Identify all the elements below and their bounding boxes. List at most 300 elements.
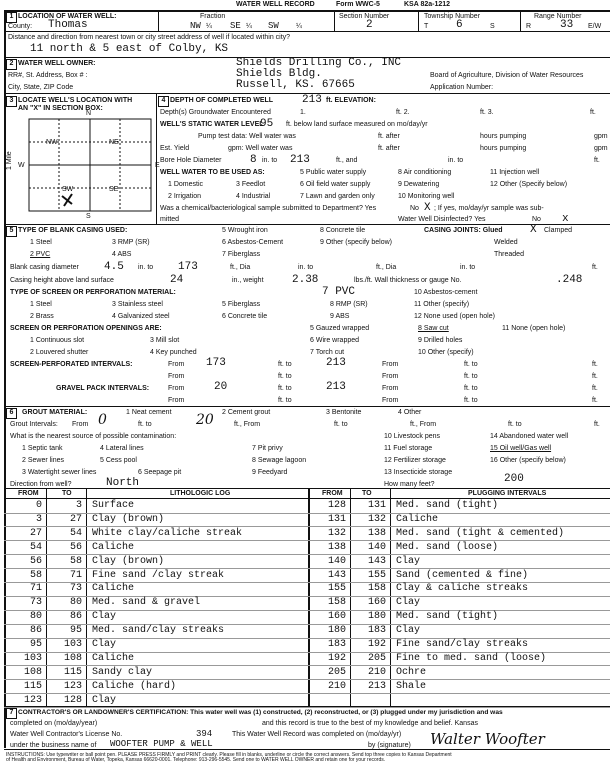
gauge-value: .248 (556, 274, 583, 286)
contam-opt-16: 16 Other (specify below) (490, 457, 566, 464)
contam-opt-7: 7 Pit privy (252, 445, 283, 452)
chem-no: No (410, 205, 419, 212)
log-right-row-7-from: 158 (327, 597, 346, 609)
log-left-row-0-to: 3 (75, 500, 82, 511)
log-left-row-12-desc: Sandy clay (92, 666, 153, 678)
weight-rest: lbs./ft. Wall thickness or gauge No. (354, 277, 462, 284)
open-opt-11: 11 None (open hole) (502, 325, 566, 332)
log-right-row-6-from: 155 (327, 583, 346, 595)
log-left-row-10-desc: Clay (92, 639, 117, 650)
quarter-mark-1: ¼ (206, 23, 212, 30)
log-right-row-0-to: 131 (367, 500, 386, 511)
perf-ft: ft. (592, 361, 598, 368)
contam-opt-5: 5 Cess pool (100, 457, 137, 464)
bore-in-to-2: in. to (448, 157, 464, 164)
log-left-row-1-desc: Clay (brown) (92, 513, 165, 525)
dia-ft-2: ft. (592, 264, 598, 271)
section-5-number: 5 (6, 226, 17, 237)
log-right-row-12-from: 205 (327, 666, 346, 678)
signature: Walter Woofter (430, 730, 545, 748)
grout-opt-1: 1 Neat cement (126, 409, 172, 416)
log-right-row-6-to: 158 (367, 583, 386, 595)
log-right-row-9-to: 183 (367, 625, 386, 637)
section-3-number: 3 (6, 96, 17, 107)
log-right-row-12-desc: Ochre (396, 666, 427, 678)
lithologic-log-table (4, 488, 610, 706)
gravel-ft-to: ft. to (278, 385, 292, 392)
screen-opt-4: 4 Galvanized steel (112, 313, 170, 320)
open-opt-7: 7 Torch cut (310, 349, 345, 356)
perf-ft-to-4: ft. to (464, 373, 478, 380)
grout-label: GROUT MATERIAL: (22, 409, 88, 416)
log-left-row-7-to: 80 (69, 597, 82, 609)
screen-label: TYPE OF SCREEN OR PERFORATION MATERIAL: (10, 289, 176, 296)
use-8: 8 Air conditioning (398, 169, 452, 176)
log-to-header: TO (62, 490, 72, 497)
signature-label: by (signature) (368, 742, 411, 749)
log-left-row-8-to: 86 (69, 611, 82, 623)
grout-ft-from: ft., From (234, 421, 261, 428)
weight-value: 2.38 (292, 274, 319, 286)
log-from-header: FROM (18, 490, 39, 497)
perf-ft-2: ft. (592, 373, 598, 380)
log-right-row-0-from: 128 (327, 500, 346, 511)
mile-label: 1 Mile (6, 151, 13, 170)
log-right-row-5-to: 155 (367, 569, 386, 581)
bore-in-to: in. to (262, 157, 278, 164)
joints-clamped: Clamped (544, 227, 573, 234)
gravel-ft: ft. (592, 385, 598, 392)
section-locator-grid (18, 110, 160, 220)
log-right-row-10-to: 192 (367, 639, 386, 650)
casing-opt-8: 8 Concrete tile (320, 227, 366, 234)
ksa-reference: KSA 82a-1212 (404, 1, 451, 8)
use-5: 5 Public water supply (300, 169, 367, 176)
gw-1: 1. (300, 109, 306, 116)
fraction-q1: NW (190, 21, 201, 31)
range-value: 33 (560, 19, 574, 31)
bore-value: 8 (250, 154, 257, 166)
bore-rest: ft., and (336, 157, 358, 164)
certification-text: CONTRACTOR'S OR LANDOWNER'S CERTIFICATION: This water well was (1) constructed, (2) reconstructed, or (3) plugged under my jurisdiction and was (18, 709, 503, 716)
log-left-row-3-desc: Caliche (92, 541, 135, 553)
log-left-row-8-from: 80 (29, 611, 42, 623)
diam-to-value: 173 (178, 261, 198, 273)
log-left-row-2-from: 27 (29, 527, 42, 539)
joints-welded: Welded (494, 239, 518, 246)
log-right-row-13-desc: Shale (396, 680, 427, 692)
log-right-row-8-to: 180 (367, 611, 386, 623)
perf-label: SCREEN-PERFORATED INTERVALS: (10, 361, 133, 368)
bore-ft: ft. (594, 157, 600, 164)
howmany-value: 200 (504, 473, 524, 485)
log-right-row-13-to: 213 (367, 680, 386, 692)
direction-label: Direction from well? (10, 481, 72, 488)
use-12: 12 Other (Specify below) (490, 181, 568, 188)
gravel-ft-to-2: ft. to (464, 385, 478, 392)
log-left-row-3-from: 54 (29, 541, 42, 553)
quadrant-se: SE (109, 186, 119, 193)
quadrant-sw: SW (62, 186, 74, 193)
disinfected-no: No (532, 216, 541, 223)
screen-opt-12: 12 None used (open hole) (414, 313, 495, 320)
est-gpm: gpm: Well water was (228, 145, 293, 152)
log-left-row-11-to: 108 (63, 652, 82, 664)
screen-opt-5: 5 Fiberglass (222, 301, 261, 308)
gravel-label: GRAVEL PACK INTERVALS: (56, 385, 150, 392)
range-ew: E/W (588, 23, 602, 30)
groundwater-label: Depth(s) Groundwater Encountered (160, 109, 271, 116)
compass-w: W (18, 162, 25, 169)
gravel-from-label: From (168, 385, 185, 392)
section-1-label: LOCATION OF WATER WELL: (18, 13, 117, 20)
log-left-row-12-to: 115 (63, 666, 82, 678)
grout-opt-3: 3 Bentonite (326, 409, 362, 416)
range-prefix: R (526, 23, 532, 30)
gravel-ft-to-4: ft. to (464, 397, 478, 404)
chem-rest: ; If yes, mo/day/yr sample was sub- (434, 205, 544, 212)
license-label: Water Well Contractor's License No. (10, 731, 123, 738)
casing-opt-4: 4 ABS (112, 251, 132, 258)
log-right-row-1-from: 131 (327, 513, 346, 525)
log-right-row-9-desc: Clay (396, 625, 421, 637)
quadrant-nw: NW (46, 139, 58, 146)
grout-ft-to-2: ft. to (334, 421, 348, 428)
compass-s: S (86, 213, 91, 220)
dia-ft: ft., Dia (376, 264, 397, 271)
height-value: 24 (170, 274, 184, 286)
log-left-row-9-from: 86 (29, 625, 42, 637)
log-left-row-12-from: 108 (23, 666, 42, 678)
pump-hours: hours pumping (480, 133, 527, 140)
use-label: WELL WATER TO BE USED AS: (160, 169, 265, 176)
form-title: WATER WELL RECORD (236, 1, 315, 8)
log-left-row-8-desc: Clay (92, 611, 117, 623)
disinfected-label: Water Well Disinfected? Yes (398, 216, 486, 223)
disinfected-x: x (562, 213, 569, 225)
log-right-row-11-to: 205 (367, 652, 386, 664)
log-from-header-2: FROM (322, 490, 343, 497)
open-opt-5: 5 Gauzed wrapped (310, 325, 370, 332)
open-opt-3: 3 Mill slot (150, 337, 180, 344)
township-prefix: T (424, 23, 429, 30)
log-right-row-5-desc: Sand (cemented & fine) (396, 569, 529, 581)
dia-in-to: in. to (298, 264, 314, 271)
chem-label: Was a chemical/bacteriological sample submitted to Department? Yes (160, 205, 377, 212)
log-left-row-9-desc: Med. sand/clay streaks (92, 625, 225, 637)
log-left-row-10-to: 103 (63, 639, 82, 650)
contam-opt-1: 1 Septic tank (22, 445, 63, 452)
diam-value: 4.5 (104, 261, 124, 273)
distance-label: Distance and direction from nearest town or city street address of well if located within city? (8, 34, 291, 41)
log-right-row-11-from: 192 (327, 652, 346, 664)
log-left-row-1-from: 3 (35, 513, 42, 525)
completed-label: completed on (mo/day/year) (10, 720, 98, 727)
log-right-row-13-from: 210 (327, 680, 346, 692)
log-left-row-6-to: 73 (69, 583, 82, 595)
log-right-row-4-desc: Clay (396, 555, 421, 567)
grout-opt-4: 4 Other (398, 409, 422, 416)
contam-opt-15: 15 Oil well/Gas well (490, 445, 552, 452)
joints-x: X (530, 224, 537, 236)
log-left-row-6-from: 71 (29, 583, 42, 595)
log-left-row-1-to: 27 (69, 513, 82, 525)
section-4-number: 4 (158, 96, 169, 107)
gravel-from-label-3: From (168, 397, 185, 404)
howmany-label: How many feet? (384, 481, 435, 488)
casing-opt-9: 9 Other (specify below) (320, 239, 392, 246)
pump-gpm: gpm (594, 133, 608, 140)
log-left-row-13-desc: Caliche (hard) (92, 680, 177, 692)
screen-opt-2: 2 Brass (30, 313, 54, 320)
business-value: WOOFTER PUMP & WELL (110, 739, 213, 749)
est-yield-label: Est. Yield (160, 145, 190, 152)
log-right-row-12-to: 210 (367, 666, 386, 678)
grout-from-label: From (72, 421, 89, 428)
perf-from-label-4: From (382, 373, 399, 380)
log-left-row-10-from: 95 (29, 639, 42, 650)
grout-to-value: 20 (196, 412, 214, 428)
open-opt-2: 2 Louvered shutter (30, 349, 89, 356)
record-text: and this record is true to the best of my knowledge and belief. Kansas (262, 720, 478, 727)
chem-x: X (424, 202, 431, 214)
perf-ft-to: ft. to (278, 361, 292, 368)
est-hours: hours pumping (480, 145, 527, 152)
open-opt-6: 6 Wire wrapped (310, 337, 360, 344)
pump-after: ft. after (378, 133, 400, 140)
range-label: Range Number (534, 13, 582, 20)
grout-ft-from-2: ft., From (410, 421, 437, 428)
gravel-from-value: 20 (214, 381, 228, 393)
log-right-row-1-to: 132 (367, 513, 386, 525)
section-value: 2 (366, 19, 373, 31)
log-left-row-13-to: 123 (63, 680, 82, 692)
log-right-row-7-to: 160 (367, 597, 386, 609)
height-in: in., weight (232, 277, 264, 284)
log-left-row-5-to: 71 (69, 569, 82, 581)
log-right-row-5-from: 143 (327, 569, 346, 581)
city-label: City, State, ZIP Code (8, 84, 74, 91)
log-right-row-8-from: 160 (327, 611, 346, 623)
open-opt-8: 8 Saw cut (418, 325, 449, 332)
quarter-mark-3: ¼ (296, 23, 302, 30)
owner-name: Shields Drilling Co., INC (236, 57, 402, 69)
gw-3: ft. 3. (480, 109, 494, 116)
perf-from-value: 173 (206, 357, 226, 369)
section-2-label: WATER WELL OWNER: (18, 60, 96, 67)
use-6: 6 Oil field water supply (300, 181, 371, 188)
log-left-row-4-desc: Clay (brown) (92, 555, 165, 567)
screen-pvc: 7 PVC (322, 286, 356, 298)
direction-value: North (106, 477, 140, 489)
log-right-row-0-desc: Med. sand (tight) (396, 500, 499, 511)
log-left-row-0-desc: Surface (92, 500, 135, 511)
contam-label: What is the nearest source of possible contamination: (10, 433, 177, 440)
log-litho-header: LITHOLOGIC LOG (170, 490, 231, 497)
instructions-line-1: INSTRUCTIONS: Use typewriter or ball point pen. PLEASE PRESS FIRMLY and PRINT clearly. Please fill in blanks, underline or circle the correct answers. Send top three copies to Kansas Department (6, 752, 452, 758)
use-10: 10 Monitoring well (398, 193, 455, 200)
dia-rest: ft., Dia (230, 264, 251, 271)
gw-2: ft. 2. (396, 109, 410, 116)
casing-opt-7: 7 Fiberglass (222, 251, 261, 258)
gravel-from-label-4: From (382, 397, 399, 404)
log-right-row-10-desc: Fine sand/clay streaks (396, 639, 529, 650)
use-4: 4 Industrial (236, 193, 271, 200)
contam-opt-2: 2 Sewer lines (22, 457, 65, 464)
distance-value: 11 north & 5 east of Colby, KS (30, 43, 229, 55)
casing-label: TYPE OF BLANK CASING USED: (18, 227, 128, 234)
log-left-row-11-desc: Caliche (92, 652, 135, 664)
rr-label: RR#, St. Address, Box # : (8, 72, 88, 79)
log-left-row-13-from: 115 (23, 680, 42, 692)
log-left-row-0-from: 0 (35, 500, 42, 511)
open-opt-9: 9 Drilled holes (418, 337, 463, 344)
license-value: 394 (196, 729, 213, 739)
log-plug-header: PLUGGING INTERVALS (468, 490, 547, 497)
owner-address: Shields Bldg. (236, 68, 322, 80)
contam-opt-14: 14 Abandoned water well (490, 433, 569, 440)
log-left-row-14-desc: Clay (92, 694, 117, 706)
section-3-label-1: LOCATE WELL'S LOCATION WITH (18, 97, 133, 104)
quadrant-ne: NE (109, 139, 119, 146)
section-6-number: 6 (6, 408, 17, 419)
log-left-row-4-to: 58 (69, 555, 82, 567)
screen-opt-8: 8 RMP (SR) (330, 301, 368, 308)
use-7: 7 Lawn and garden only (300, 193, 375, 200)
perf-from-label: From (168, 361, 185, 368)
contam-opt-13: 13 Insecticide storage (384, 469, 453, 476)
contam-opt-3: 3 Watertight sewer lines (22, 469, 97, 476)
section-2-number: 2 (6, 59, 17, 70)
joints-threaded: Threaded (494, 251, 524, 258)
log-right-row-8-desc: Med. sand (tight) (396, 611, 499, 623)
use-2: 2 Irrigation (168, 193, 202, 200)
dia-in-to-2: in. to (460, 264, 476, 271)
contam-opt-9: 9 Feedyard (252, 469, 288, 476)
log-right-row-1-desc: Caliche (396, 513, 439, 525)
grout-ft: ft. (594, 421, 600, 428)
screen-opt-11: 11 Other (specify) (414, 301, 470, 308)
perf-to-value: 213 (326, 357, 346, 369)
log-left-row-5-desc: Fine sand /clay streak (92, 569, 225, 581)
log-right-row-9-from: 180 (327, 625, 346, 637)
quarter-mark-2: ¼ (246, 23, 252, 30)
gravel-from-label-2: From (382, 385, 399, 392)
log-right-row-7-desc: Clay (396, 597, 421, 609)
log-left-row-2-desc: White clay/caliche streak (92, 527, 243, 539)
log-right-row-3-to: 140 (367, 541, 386, 553)
compass-e: E (155, 162, 160, 169)
log-right-row-3-desc: Med. sand (loose) (396, 541, 499, 553)
log-right-row-2-desc: Med. sand (tight & cemented) (396, 527, 565, 539)
county-value: Thomas (48, 19, 88, 31)
diam-in-to: in. to (138, 264, 154, 271)
fraction-label: Fraction (200, 13, 226, 20)
use-1: 1 Domestic (168, 181, 204, 188)
application-label: Application Number: (430, 84, 494, 91)
log-left-row-7-from: 73 (29, 597, 42, 609)
board-text: Board of Agriculture, Division of Water Resources (430, 72, 584, 79)
township-label: Township Number (424, 13, 481, 20)
section-7-number: 7 (6, 708, 17, 719)
log-to-header-2: TO (362, 490, 372, 497)
gravel-to-value: 213 (326, 381, 346, 393)
contam-opt-11: 11 Fuel storage (384, 445, 433, 452)
contam-opt-10: 10 Livestock pens (384, 433, 441, 440)
compass-n: N (86, 110, 92, 117)
perf-from-label-2: From (382, 361, 399, 368)
business-label: under the business name of (10, 742, 97, 749)
log-left-row-5-from: 58 (29, 569, 42, 581)
log-left-row-14-from: 123 (23, 694, 42, 706)
contam-opt-8: 8 Sewage lagoon (252, 457, 307, 464)
screen-opt-6: 6 Concrete tile (222, 313, 268, 320)
log-left-row-2-to: 54 (69, 527, 82, 539)
log-right-row-6-desc: Clay & caliche streaks (396, 583, 529, 595)
contam-opt-6: 6 Seepage pit (138, 469, 182, 476)
pump-test-label: Pump test data: Well water was (198, 133, 296, 140)
log-left-row-14-to: 128 (63, 694, 82, 706)
use-11: 11 Injection well (490, 169, 540, 176)
grout-ft-to-3: ft. to (508, 421, 522, 428)
depth-value: 213 (302, 94, 322, 106)
grout-intervals-label: Grout Intervals: (10, 421, 58, 428)
screen-opt-9: 9 ABS (330, 313, 350, 320)
log-left-row-9-to: 95 (69, 625, 82, 637)
diam-label: Blank casing diameter (10, 264, 79, 271)
est-after: ft. after (378, 145, 400, 152)
perf-ft-to-2: ft. to (464, 361, 478, 368)
bore-to-value: 213 (290, 154, 310, 166)
static-level-value: 95 (260, 118, 274, 130)
log-right-row-4-from: 140 (327, 555, 346, 567)
fraction-q3: SW (268, 21, 279, 31)
record-completed-label: This Water Well Record was completed on (mo/day/yr) (232, 731, 402, 738)
casing-opt-5: 5 Wrought iron (222, 227, 268, 234)
log-left-row-14-line (4, 707, 610, 708)
bore-label: Bore Hole Diameter (160, 157, 222, 164)
gravel-ft-2: ft. (592, 397, 598, 404)
grout-opt-2: 2 Cement grout (222, 409, 271, 416)
casing-opt-2: 2 PVC (30, 251, 51, 258)
section-3-label-2: AN "X" IN SECTION BOX: (18, 105, 103, 112)
casing-opt-1: 1 Steel (30, 239, 52, 246)
log-left-row-4-from: 56 (29, 555, 42, 567)
owner-city: Russell, KS. 67665 (236, 79, 355, 91)
casing-opt-6: 6 Asbestos-Cement (222, 239, 284, 246)
log-right-row-2-to: 138 (367, 527, 386, 539)
log-left-row-7-desc: Med. sand & gravel (92, 597, 201, 609)
log-right-row-10-from: 183 (327, 639, 346, 650)
log-left-row-6-desc: Caliche (92, 583, 135, 595)
log-right-row-2-from: 132 (327, 527, 346, 539)
use-3: 3 Feedlot (236, 181, 266, 188)
static-level-label: WELL'S STATIC WATER LEVEL (160, 121, 264, 128)
depth-label: DEPTH OF COMPLETED WELL (170, 97, 274, 104)
instructions-line-2: of Health and Environment, Bureau of Water, Topeka, Kansas 66620-0001. Telephone: 913-296-5545. Send one to WATER WELL OWNER and retain one for your records. (6, 757, 386, 763)
contam-opt-12: 12 Fertilizer storage (384, 457, 446, 464)
perf-from-label-3: From (168, 373, 185, 380)
height-label: Casing height above land surface (10, 277, 114, 284)
depth-ft-elevation: ft. ELEVATION: (326, 97, 376, 104)
open-opt-10: 10 Other (specify) (418, 349, 474, 356)
openings-label: SCREEN OR PERFORATION OPENINGS ARE: (10, 325, 162, 332)
log-left-row-11-from: 103 (23, 652, 42, 664)
form-number: Form WWC-5 (336, 1, 380, 8)
joints-label: CASING JOINTS: Glued (424, 227, 503, 234)
log-left-row-3-to: 56 (69, 541, 82, 553)
gw-ft: ft. (590, 109, 596, 116)
